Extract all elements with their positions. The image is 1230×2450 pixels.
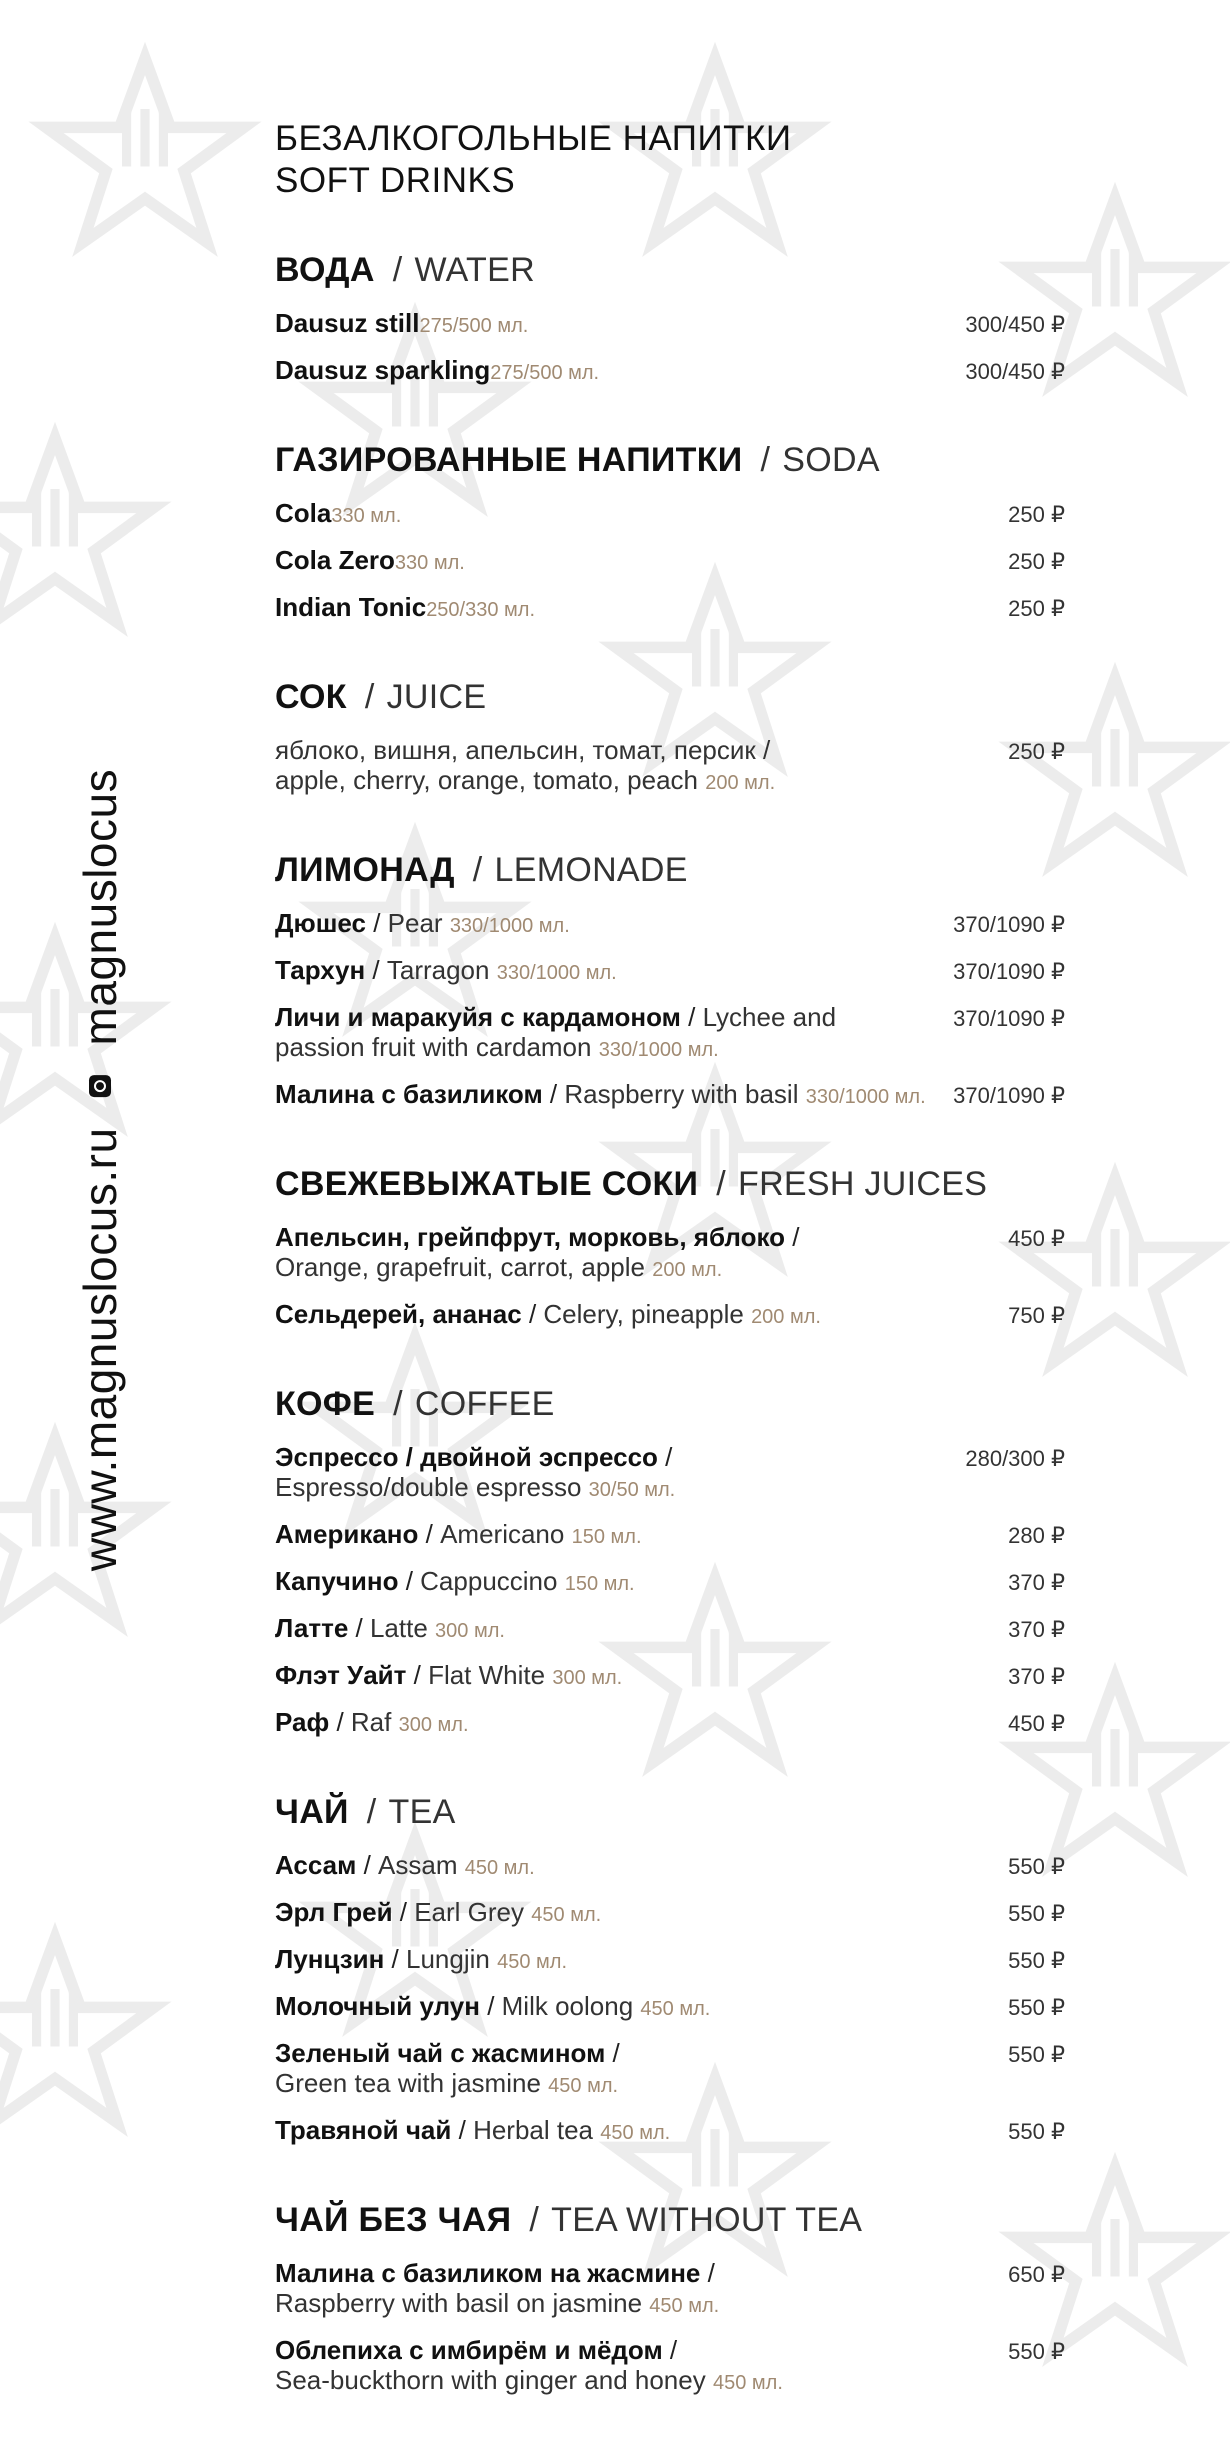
menu-item [275, 1079, 1065, 1112]
item-volume: 300 мл. [435, 1620, 505, 1642]
item-name-en: Pear [387, 908, 443, 938]
item-separator: / [365, 955, 387, 985]
item-second-line [275, 2068, 620, 2101]
item-second-line [275, 1472, 675, 1505]
menu-item-description [275, 545, 465, 578]
page-title [275, 118, 1065, 202]
item-price: 250 ₽ [1008, 739, 1065, 764]
section-separator: / [393, 1385, 403, 1423]
section-heading [275, 1164, 1065, 1204]
item-name-ru: Сельдерей, ананас [275, 1299, 522, 1329]
menu-section [275, 250, 1065, 388]
item-price: 370/1090 ₽ [953, 912, 1065, 937]
item-separator: / [398, 1566, 421, 1596]
section-title-ru: ЛИМОНАД [275, 851, 455, 889]
item-name-en: Lungjin [406, 1944, 490, 1974]
section-title-ru: СОК [275, 678, 347, 716]
item-name-ru: Эспрессо / двойной эспрессо [275, 1442, 658, 1472]
item-separator: / [356, 1850, 379, 1880]
item-price: 370 ₽ [1008, 1664, 1065, 1689]
item-name-ru: Лунцзин [275, 1944, 385, 1974]
menu-item-description [275, 1897, 601, 1930]
item-separator: / [384, 1944, 406, 1974]
menu-section [275, 1792, 1065, 2148]
menu-item [275, 1944, 1065, 1977]
item-separator: / [479, 1991, 502, 2021]
item-name-ru: Раф [275, 1707, 330, 1737]
item-volume: 450 мл. [712, 2372, 783, 2394]
item-name-en-line2: apple, cherry, orange, tomato, peach [275, 765, 698, 795]
item-volume: 300 мл. [398, 1714, 469, 1736]
item-price: 650 ₽ [1008, 2262, 1065, 2287]
menu-item [275, 2258, 1065, 2321]
item-volume: 330/1000 мл. [496, 962, 617, 984]
section-separator: / [529, 2201, 540, 2239]
website-url[interactable]: www.magnuslocus.ru [74, 1127, 126, 1572]
section-title-en: COFFEE [414, 1385, 555, 1423]
menu-item-description [275, 1707, 469, 1740]
menu-item [275, 1442, 1065, 1505]
section-title-ru: ЧАЙ БЕЗ ЧАЯ [275, 2201, 512, 2239]
title-en: SOFT DRINKS [275, 161, 516, 200]
menu-item-description [275, 2335, 783, 2398]
watermark-logo-icon [0, 420, 170, 650]
item-price: 300/450 ₽ [965, 312, 1065, 337]
menu-item-description [275, 955, 617, 988]
item-name-en: Celery, pineapple [543, 1299, 744, 1329]
item-name-en: Americano [440, 1519, 565, 1549]
item-price: 300/450 ₽ [965, 359, 1065, 384]
item-price: 450 ₽ [1008, 1226, 1065, 1251]
menu-item-description [275, 1566, 635, 1599]
item-name-en: Flat White [428, 1660, 546, 1690]
menu-item-description [275, 1519, 642, 1552]
item-name-ru: Капучино [275, 1566, 399, 1596]
item-volume: 330/1000 мл. [449, 915, 570, 937]
menu-item [275, 355, 1065, 388]
item-price: 370 ₽ [1008, 1570, 1065, 1595]
item-volume: 275/500 мл. [490, 362, 600, 384]
item-name-ru: Indian Tonic [275, 592, 427, 622]
section-title-en: LEMONADE [494, 851, 688, 889]
item-price: 750 ₽ [1008, 1303, 1065, 1328]
title-ru: БЕЗАЛКОГОЛЬНЫЕ НАПИТКИ [275, 119, 792, 158]
item-price: 550 ₽ [1008, 2042, 1065, 2067]
item-name-en: Earl Grey [414, 1897, 525, 1927]
item-separator: / [329, 1707, 351, 1737]
menu-section [275, 677, 1065, 798]
item-name-ru: Дюшес [275, 908, 366, 938]
menu-item-description [275, 498, 401, 531]
item-name-en-line2: Sea-buckthorn with ginger and honey [275, 2365, 706, 2395]
menu-item [275, 1660, 1065, 1693]
item-price: 550 ₽ [1008, 2339, 1065, 2364]
section-title-ru: ВОДА [275, 251, 375, 289]
menu-item [275, 2335, 1065, 2398]
section-separator: / [364, 678, 375, 716]
menu-item [275, 1613, 1065, 1646]
section-title-en: TEA WITHOUT TEA [551, 2201, 863, 2239]
menu-item [275, 2038, 1065, 2101]
menu-item-description [275, 1299, 821, 1332]
item-volume: 450 мл. [640, 1998, 711, 2020]
menu-item-description [275, 2258, 719, 2321]
item-volume: 150 мл. [571, 1526, 642, 1548]
item-second-line [275, 2288, 719, 2321]
item-volume: 30/50 мл. [588, 1479, 676, 1501]
item-name-ru: Тархун [275, 955, 366, 985]
item-name-ru: Молочный улун [275, 1991, 480, 2021]
section-separator: / [716, 1165, 726, 1203]
section-title-ru: ГАЗИРОВАННЫЕ НАПИТКИ [275, 441, 743, 479]
item-volume: 200 мл. [751, 1306, 821, 1328]
menu-item [275, 955, 1065, 988]
menu-item-description [275, 308, 528, 341]
item-price: 450 ₽ [1008, 1711, 1065, 1736]
item-separator: / [680, 1002, 703, 1032]
section-heading [275, 2200, 1065, 2240]
menu-item-description [275, 355, 599, 388]
item-name-en-line2: Espresso/double espresso [275, 1472, 582, 1502]
section-heading [275, 250, 1065, 290]
item-name-en: Raspberry with basil [564, 1079, 799, 1109]
menu-item-description [275, 735, 775, 798]
item-name-en: яблоко, вишня, апельсин, томат, персик / [275, 735, 771, 765]
item-name-en-line2: passion fruit with cardamon [275, 1032, 592, 1062]
item-price: 280 ₽ [1008, 1523, 1065, 1548]
instagram-handle[interactable]: magnuslocus [74, 768, 126, 1046]
menu-item [275, 592, 1065, 625]
item-name-en: Cappuccino [420, 1566, 558, 1596]
item-price: 550 ₽ [1008, 1995, 1065, 2020]
menu-item [275, 1002, 1065, 1065]
item-separator: / [365, 908, 388, 938]
item-volume: 450 мл. [497, 1951, 567, 1973]
item-name-ru: Dausuz sparkling [275, 355, 491, 385]
section-heading [275, 677, 1065, 717]
item-volume: 450 мл. [464, 1857, 535, 1879]
item-volume: 150 мл. [564, 1573, 635, 1595]
menu-item [275, 908, 1065, 941]
item-price: 370/1090 ₽ [953, 959, 1065, 984]
menu-item-description [275, 592, 535, 625]
menu-item [275, 1299, 1065, 1332]
item-volume: 330 мл. [331, 505, 402, 527]
menu-item [275, 1519, 1065, 1552]
item-name-en: Lychee and [702, 1002, 837, 1032]
item-volume: 275/500 мл. [419, 315, 529, 337]
menu-item [275, 1566, 1065, 1599]
item-separator: / [348, 1613, 370, 1643]
item-separator: / [605, 2038, 620, 2068]
item-volume: 450 мл. [531, 1904, 602, 1926]
item-name-ru: Малина с базиликом на жасмине [275, 2258, 701, 2288]
menu-item-description [275, 1944, 567, 1977]
item-name-ru: Cola Zero [275, 545, 395, 575]
item-name-en: Herbal tea [473, 2115, 594, 2145]
section-heading [275, 1384, 1065, 1424]
section-title-en: JUICE [386, 678, 487, 716]
item-separator: / [406, 1660, 429, 1690]
item-volume: 300 мл. [552, 1667, 623, 1689]
item-separator: / [657, 1442, 673, 1472]
section-separator: / [366, 1793, 377, 1831]
menu-item-description [275, 1442, 675, 1505]
item-price: 250 ₽ [1008, 549, 1065, 574]
item-price: 550 ₽ [1008, 1948, 1065, 1973]
item-name-ru: Cola [275, 498, 332, 528]
item-separator: / [542, 1079, 565, 1109]
item-name-ru: Апельсин, грейпфрут, морковь, яблоко [275, 1222, 785, 1252]
item-separator: / [662, 2335, 678, 2365]
menu-section [275, 1164, 1065, 1332]
menu-item [275, 1991, 1065, 2024]
item-separator: / [418, 1519, 441, 1549]
item-price: 250 ₽ [1008, 596, 1065, 621]
item-name-ru: Зеленый чай с жасмином [275, 2038, 606, 2068]
item-second-line [275, 765, 775, 798]
menu-item-description [275, 1222, 799, 1285]
section-title-en: WATER [414, 251, 535, 289]
menu-item-description [275, 1660, 622, 1693]
item-name-en: Latte [369, 1613, 428, 1643]
item-separator: / [700, 2258, 715, 2288]
item-volume: 200 мл. [652, 1259, 723, 1281]
menu-section [275, 2200, 1065, 2398]
section-heading [275, 850, 1065, 890]
menu-item-description [275, 1079, 926, 1112]
item-price: 550 ₽ [1008, 1854, 1065, 1879]
item-volume: 450 мл. [649, 2295, 720, 2317]
menu-item-description [275, 908, 570, 941]
item-separator: / [392, 1897, 415, 1927]
item-separator: / [785, 1222, 800, 1252]
item-name-ru: Dausuz still [275, 308, 420, 338]
item-name-en-line2: Orange, grapefruit, carrot, apple [275, 1252, 645, 1282]
watermark-logo-icon [30, 40, 260, 270]
menu-item [275, 1222, 1065, 1285]
section-title-ru: СВЕЖЕВЫЖАТЫЕ СОКИ [275, 1165, 699, 1203]
menu-section [275, 440, 1065, 625]
item-name-ru: Травяной чай [275, 2115, 452, 2145]
item-name-en: Milk oolong [501, 1991, 634, 2021]
item-name-ru: Личи и маракуйя с кардамоном [275, 1002, 681, 1032]
menu-item [275, 1707, 1065, 1740]
section-separator: / [472, 851, 483, 889]
sections-list [275, 250, 1065, 2398]
menu-item-description [275, 2038, 620, 2101]
item-price: 370 ₽ [1008, 1617, 1065, 1642]
section-title-en: FRESH JUICES [738, 1165, 988, 1203]
item-volume: 450 мл. [548, 2075, 619, 2097]
item-price: 370/1090 ₽ [953, 1083, 1065, 1108]
menu-content [275, 118, 1065, 2450]
item-second-line [275, 1032, 836, 1065]
item-second-line [275, 1252, 799, 1285]
item-price: 280/300 ₽ [965, 1446, 1065, 1471]
item-name-en: Tarragon [386, 955, 490, 985]
item-name-en-line2: Green tea with jasmine [275, 2068, 541, 2098]
menu-section [275, 1384, 1065, 1740]
item-volume: 200 мл. [705, 772, 776, 794]
item-volume: 330 мл. [394, 552, 465, 574]
item-price: 550 ₽ [1008, 2119, 1065, 2144]
item-second-line [275, 2365, 783, 2398]
menu-item-description [275, 2115, 670, 2148]
menu-item-description [275, 1850, 535, 1883]
item-name-ru: Латте [275, 1613, 349, 1643]
watermark-logo-icon [0, 1920, 170, 2150]
section-title-en: TEA [388, 1793, 456, 1831]
item-name-en-line2: Raspberry with basil on jasmine [275, 2288, 643, 2318]
menu-item [275, 1897, 1065, 1930]
section-separator: / [760, 441, 771, 479]
menu-section [275, 850, 1065, 1112]
item-price: 250 ₽ [1008, 502, 1065, 527]
instagram-icon [89, 1075, 111, 1097]
menu-item-description [275, 1991, 710, 2024]
side-branding [73, 769, 127, 1571]
menu-item [275, 1850, 1065, 1883]
item-name-en: Raf [350, 1707, 392, 1737]
section-heading [275, 1792, 1065, 1832]
item-separator: / [521, 1299, 544, 1329]
menu-item-description [275, 1002, 836, 1065]
item-name-ru: Флэт Уайт [275, 1660, 407, 1690]
item-name-ru: Облепиха с имбирём и мёдом [275, 2335, 663, 2365]
item-name-ru: Американо [275, 1519, 419, 1549]
item-volume: 330/1000 мл. [598, 1039, 719, 1061]
item-name-ru: Эрл Грей [275, 1897, 393, 1927]
section-title-ru: КОФЕ [275, 1385, 376, 1423]
menu-item [275, 2115, 1065, 2148]
item-separator: / [451, 2115, 474, 2145]
item-price: 550 ₽ [1008, 1901, 1065, 1926]
menu-item [275, 498, 1065, 531]
item-volume: 330/1000 мл. [805, 1086, 926, 1108]
item-name-ru: Ассам [275, 1850, 357, 1880]
item-volume: 250/330 мл. [426, 599, 536, 621]
section-heading [275, 440, 1065, 480]
section-title-ru: ЧАЙ [275, 1793, 349, 1831]
section-separator: / [392, 251, 403, 289]
item-name-en: Assam [378, 1850, 458, 1880]
menu-item [275, 735, 1065, 798]
item-volume: 450 мл. [600, 2122, 671, 2144]
menu-item-description [275, 1613, 505, 1646]
menu-item [275, 308, 1065, 341]
section-title-en: SODA [782, 441, 880, 479]
item-name-ru: Малина с базиликом [275, 1079, 543, 1109]
item-price: 370/1090 ₽ [953, 1006, 1065, 1031]
menu-item [275, 545, 1065, 578]
